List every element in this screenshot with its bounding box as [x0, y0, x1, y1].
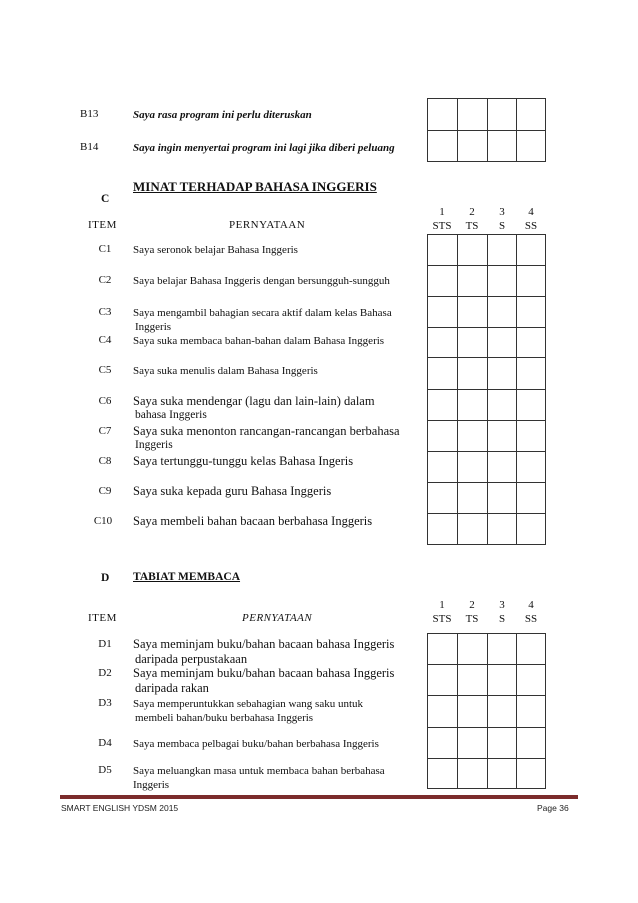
item-statement [133, 637, 394, 667]
statement-line: Inggeris [135, 439, 173, 451]
statement-line: Saya meluangkan masa untuk membaca bahan berbahasa [133, 765, 385, 777]
scale-abbr: TS [465, 220, 479, 232]
item-statement: Saya ingin menyertai program ini lagi jika diberi peluang [133, 142, 395, 154]
scale-number: 3 [499, 599, 505, 611]
item-column-label: ITEM [88, 219, 117, 231]
scale-col-2 [457, 598, 487, 626]
scale-col-3 [487, 205, 517, 233]
item-code: D5 [98, 764, 112, 776]
page-number: Page 36 [537, 803, 569, 813]
footer-rule [60, 795, 578, 799]
statement-line: membeli bahan/buku berbahasa Inggeris [135, 712, 314, 724]
footer-title: SMART ENGLISH YDSM 2015 [61, 803, 179, 813]
item-statement [133, 394, 375, 422]
item-code: C3 [98, 306, 112, 318]
item-code: B13 [80, 108, 99, 120]
scale-col-4 [516, 598, 546, 626]
item-statement [133, 764, 385, 792]
statement-line: Saya meminjam buku/bahan bacaan bahasa Inggeris [133, 637, 395, 651]
statement-column-label: PERNYATAAN [242, 612, 313, 624]
scale-number: 1 [439, 599, 445, 611]
item-code: C2 [98, 274, 112, 286]
scale-abbr: S [498, 613, 506, 625]
item-code: D2 [98, 667, 112, 679]
item-code: C8 [98, 455, 112, 467]
item-statement: Saya suka kepada guru Bahasa Inggeris [133, 484, 332, 498]
scale-abbr: TS [465, 613, 479, 625]
item-code: C1 [98, 243, 112, 255]
statement-line: Inggeris [133, 779, 170, 791]
item-code: C4 [98, 334, 112, 346]
section-letter: D [101, 572, 110, 584]
scale-number: 2 [469, 206, 475, 218]
scale-col-1 [427, 598, 457, 626]
scale-abbr: STS [432, 613, 452, 625]
scale-abbr: SS [524, 220, 538, 232]
scale-number: 4 [528, 206, 534, 218]
item-statement: Saya membaca pelbagai buku/bahan berbahasa Inggeris [133, 738, 379, 750]
scale-abbr: SS [524, 613, 538, 625]
item-code: C10 [93, 515, 113, 527]
item-statement [133, 666, 394, 696]
scale-abbr: STS [432, 220, 452, 232]
item-code: D3 [98, 697, 112, 709]
section-letter: C [101, 193, 110, 205]
item-code: D4 [98, 737, 112, 749]
scale-number: 2 [469, 599, 475, 611]
statement-line: Inggeris [135, 321, 172, 333]
item-statement [133, 697, 363, 725]
item-statement: Saya tertunggu-tunggu kelas Bahasa Ingeris [133, 454, 354, 468]
item-code: D1 [98, 638, 112, 650]
item-code: C9 [98, 485, 112, 497]
item-statement: Saya suka membaca bahan-bahan dalam Bahasa Inggeris [133, 335, 385, 347]
scale-number: 3 [499, 206, 505, 218]
item-statement: Saya suka menulis dalam Bahasa Inggeris [133, 365, 318, 377]
section-title: TABIAT MEMBACA [133, 571, 241, 583]
statement-line: Saya memperuntukkan sebahagian wang saku untuk [133, 698, 364, 710]
scale-number: 1 [439, 206, 445, 218]
item-statement: Saya belajar Bahasa Inggeris dengan bersungguh-sungguh [133, 275, 390, 287]
statement-line: Saya suka mendengar (lagu dan lain-lain) dalam [133, 394, 375, 408]
item-code: C5 [98, 364, 112, 376]
item-column-label: ITEM [88, 612, 117, 624]
item-statement: Saya seronok belajar Bahasa Inggeris [133, 244, 298, 256]
statement-line: daripada rakan [135, 681, 209, 695]
scale-number: 4 [528, 599, 534, 611]
statement-line: daripada perpustakaan [135, 652, 248, 666]
statement-column-label: PERNYATAAN [229, 219, 306, 231]
item-code: C6 [98, 395, 112, 407]
scale-col-1 [427, 205, 457, 233]
item-statement [133, 424, 400, 452]
item-statement [133, 306, 392, 334]
section-title: MINAT TERHADAP BAHASA INGGERIS [133, 179, 377, 194]
statement-line: Saya meminjam buku/bahan bacaan bahasa Inggeris [133, 666, 395, 680]
item-code: C7 [98, 425, 112, 437]
statement-line: Saya mengambil bahagian secara aktif dalam kelas Bahasa [133, 307, 392, 319]
scale-col-2 [457, 205, 487, 233]
statement-line: Saya suka menonton rancangan-rancangan berbahasa [133, 424, 400, 438]
item-statement: Saya rasa program ini perlu diteruskan [133, 109, 312, 121]
scale-col-4 [516, 205, 546, 233]
item-code: B14 [80, 141, 99, 153]
item-statement: Saya membeli bahan bacaan berbahasa Inggeris [133, 514, 373, 528]
scale-col-3 [487, 598, 517, 626]
statement-line: bahasa Inggeris [135, 409, 207, 421]
scale-abbr: S [498, 220, 506, 232]
